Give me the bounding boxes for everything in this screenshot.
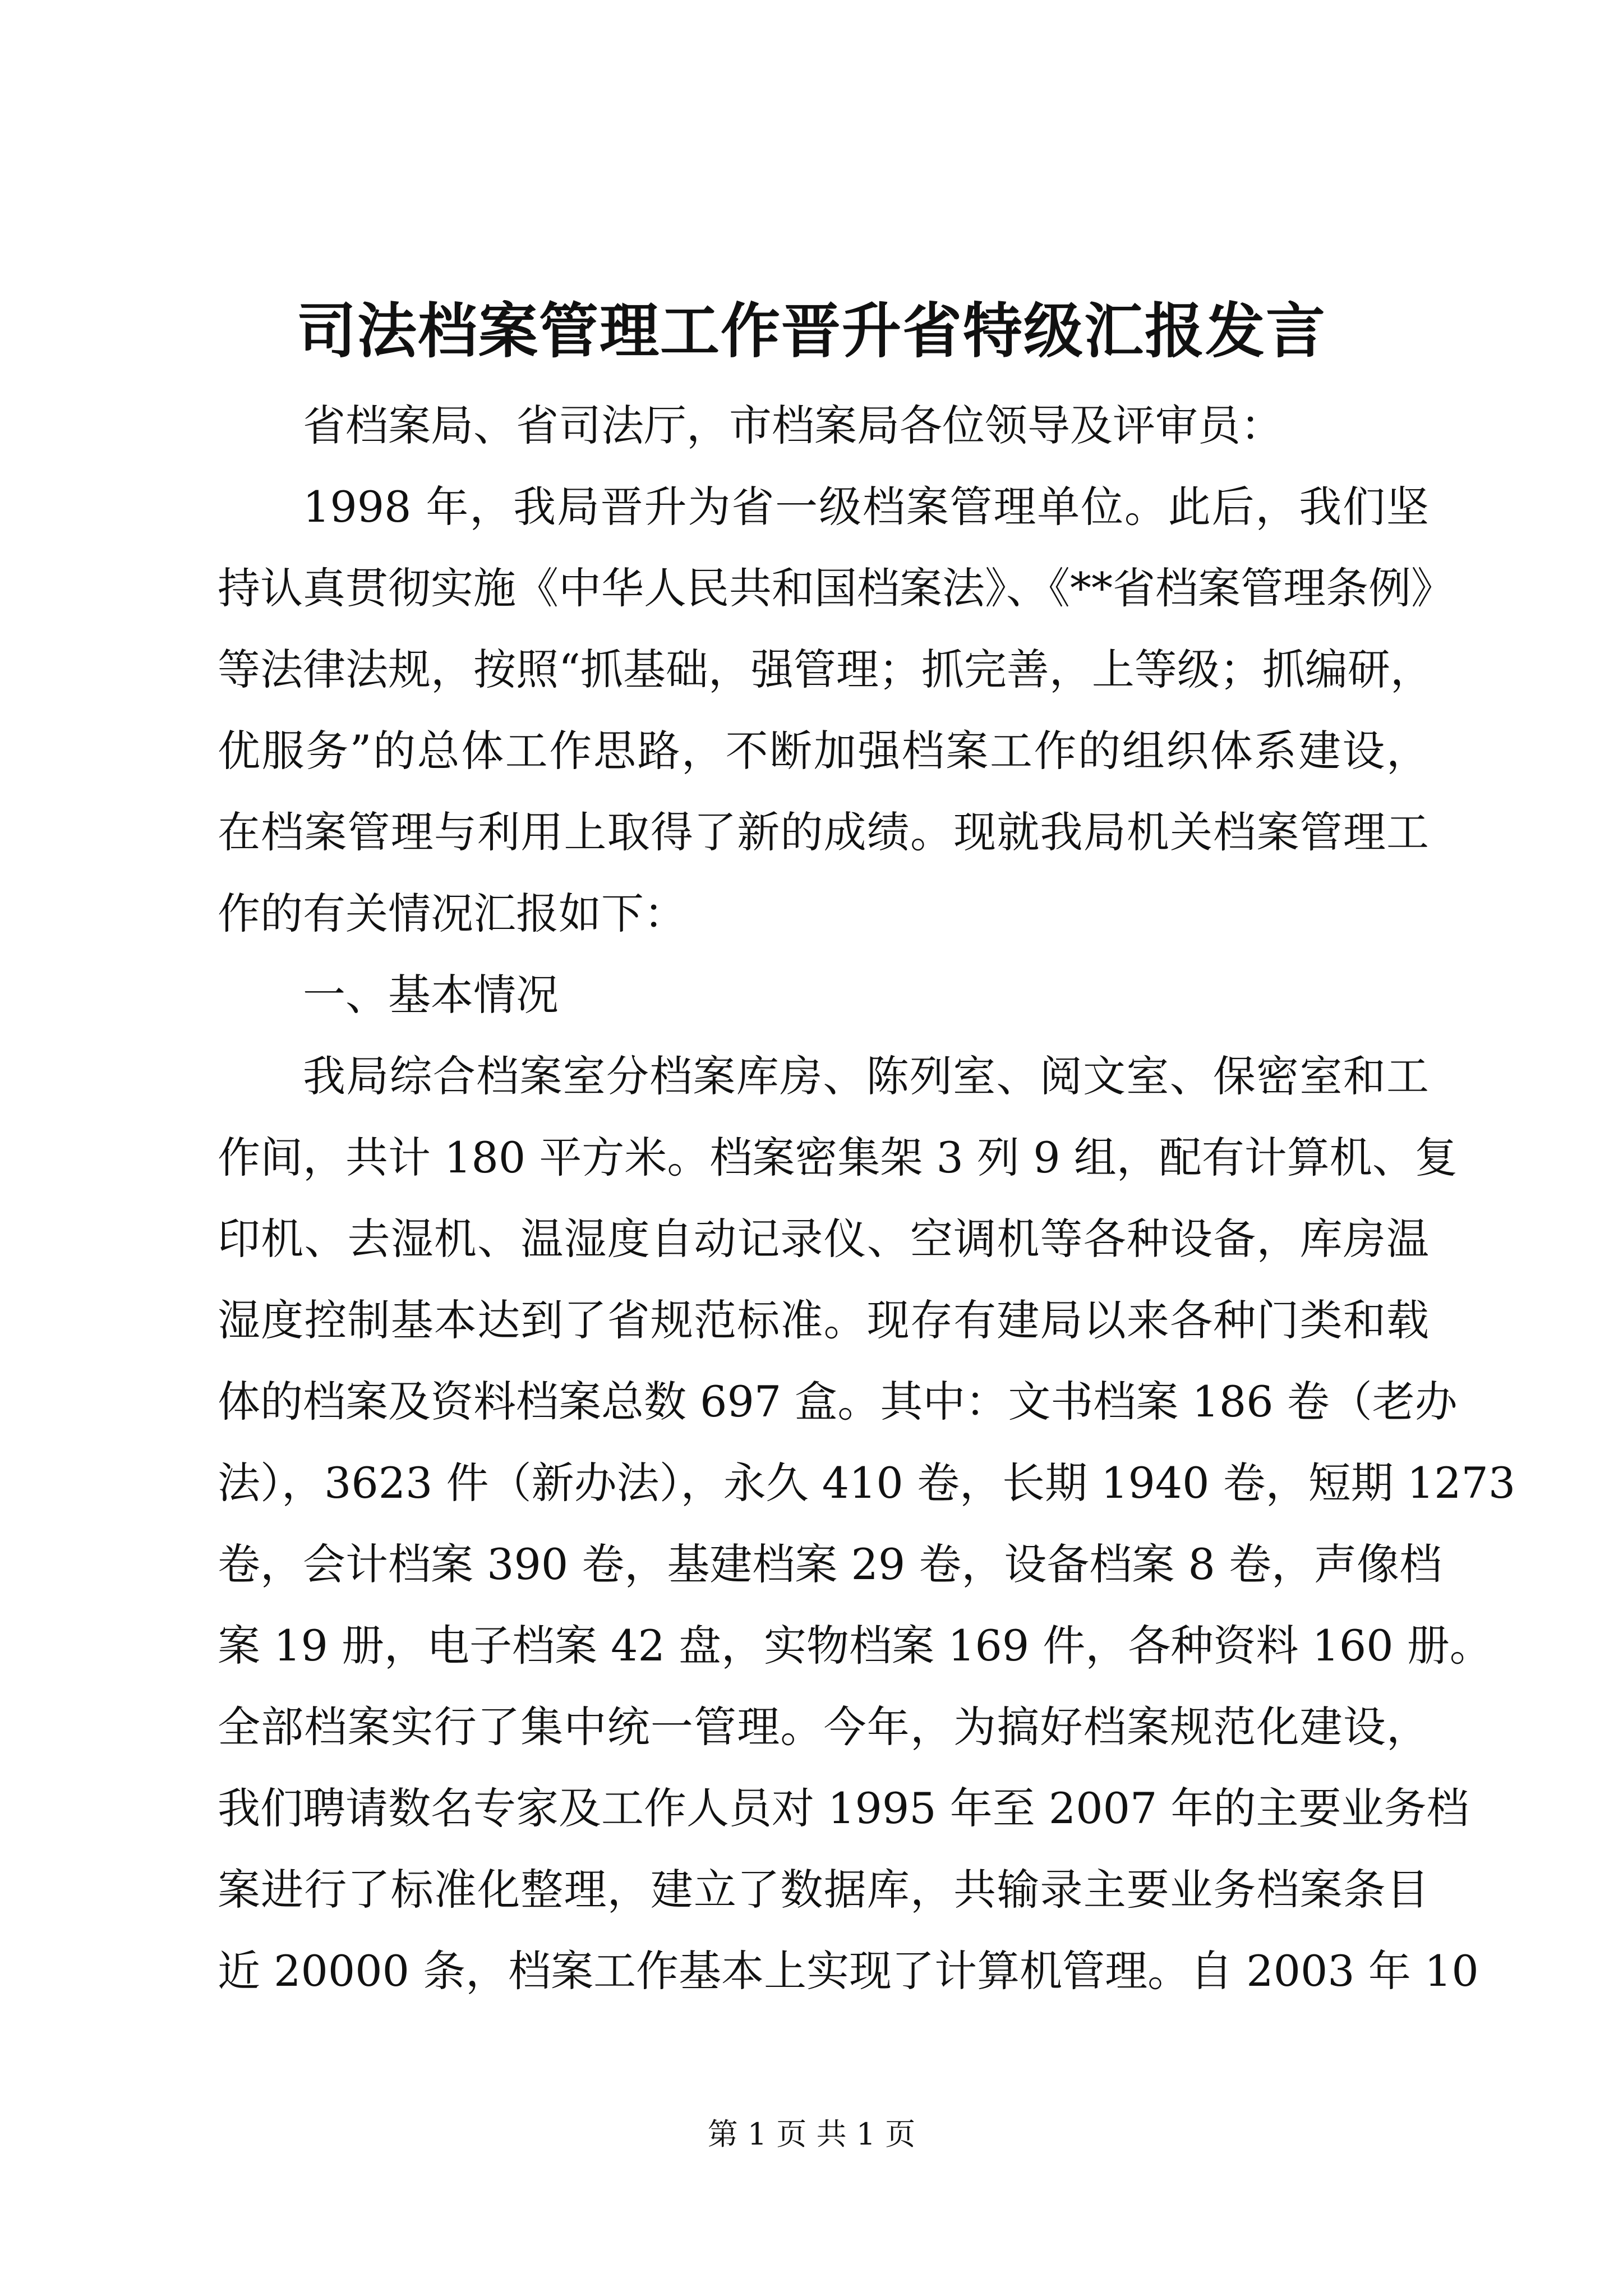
body-line: 等法律法规，按照“抓基础，强管理；抓完善，上等级；抓编研， (218, 645, 1433, 694)
body-line: 作的有关情况汇报如下： (218, 889, 686, 938)
body-line: 优服务”的总体工作思路，不断加强档案工作的组织体系建设， (218, 726, 1429, 776)
body-line: 印机、去湿机、温湿度自动记录仪、空调机等各种设备，库房温 (218, 1214, 1429, 1264)
body-line: 我们聘请数名专家及工作人员对 1995 年至 2007 年的主要业务档 (218, 1783, 1469, 1833)
body-line: 我局综合档案室分档案库房、陈列室、阅文室、保密室和工 (303, 1051, 1429, 1101)
body-line: 卷，会计档案 390 卷，基建档案 29 卷，设备档案 8 卷，声像档 (218, 1539, 1442, 1589)
body-line: 体的档案及资料档案总数 697 盒。其中：文书档案 186 卷（老办 (218, 1377, 1458, 1427)
body-line: 法），3623 件（新办法），永久 410 卷，长期 1940 卷，短期 1273 (218, 1458, 1516, 1508)
document-title: 司法档案管理工作晋升省特级汇报发言 (297, 296, 1326, 366)
body-line: 湿度控制基本达到了省规范标准。现存有建局以来各种门类和载 (218, 1295, 1429, 1345)
body-line: 作间，共计 180 平方米。档案密集架 3 列 9 组，配有计算机、复 (218, 1133, 1458, 1182)
body-line: 案进行了标准化整理，建立了数据库，共输录主要业务档案条目 (218, 1865, 1429, 1915)
body-line: 全部档案实行了集中统一管理。今年，为搞好档案规范化建设， (218, 1702, 1429, 1752)
page-footer: 第 1 页 共 1 页 (707, 2116, 916, 2152)
body-line: 一、基本情况 (303, 970, 559, 1020)
body-line: 在档案管理与利用上取得了新的成绩。现就我局机关档案管理工 (218, 807, 1429, 857)
document-body (218, 385, 1516, 2012)
body-line: 1998 年，我局晋升为省一级档案管理单位。此后，我们坚 (303, 482, 1429, 532)
body-line: 近 20000 条，档案工作基本上实现了计算机管理。自 2003 年 10 (218, 1946, 1479, 1996)
body-line: 案 19 册，电子档案 42 盘，实物档案 169 件，各种资料 160 册。 (218, 1621, 1492, 1671)
body-line: 持认真贯彻实施《中华人民共和国档案法》、《**省档案管理条例》 (218, 563, 1454, 613)
body-line: 省档案局、省司法厅，市档案局各位领导及评审员： (303, 401, 1283, 450)
